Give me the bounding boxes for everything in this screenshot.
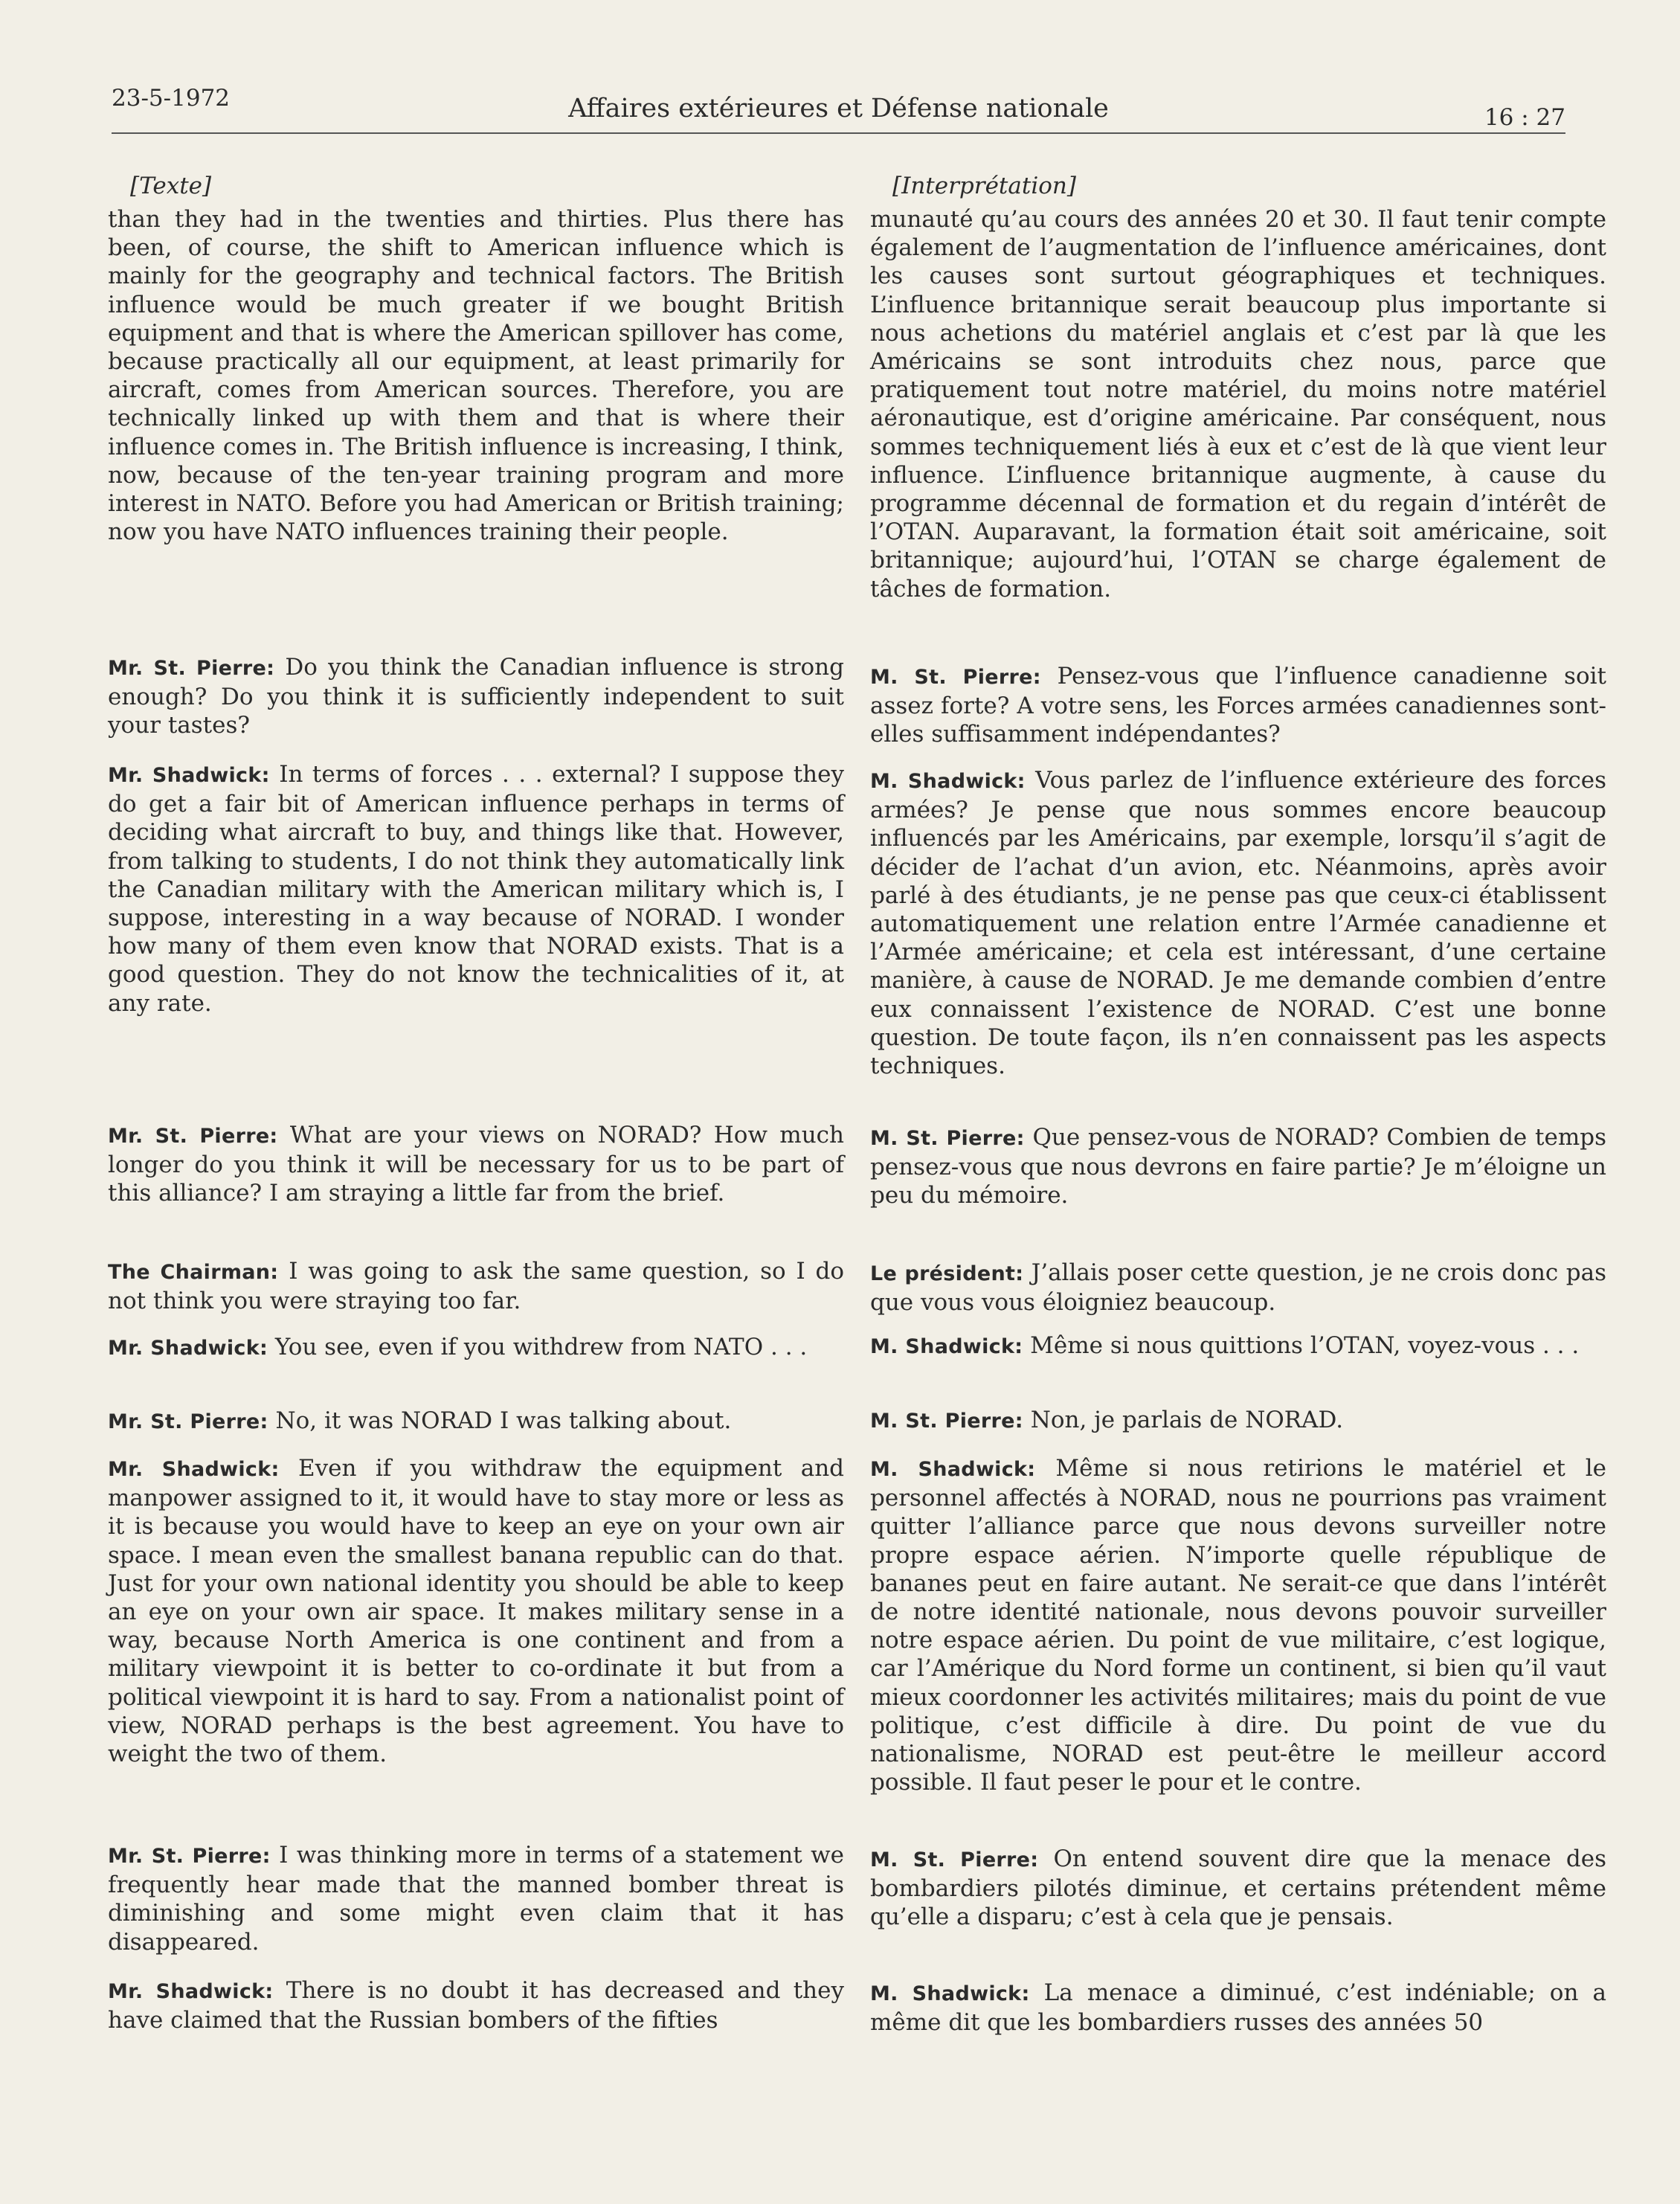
- speech-text: Even if you withdraw the equipment and manpower assigned to it, it would have to stay more or less as it is because you would have to keep an eye on your own air space. I mean even the smallest banana republic can do that. Just for your own national identity you should be able to keep an eye on your own air space. It makes military sense in a way, because North America is one continent and from a military viewpoint it is better to co-ordinate it but from a political viewpoint it is hard to say. From a nationalist point of view, NORAD perhaps is the best agreement. You have to weight the two of them.: [108, 1455, 844, 1768]
- speaker-name: Mr. St. Pierre:: [108, 1410, 268, 1433]
- page-header: [112, 80, 1565, 134]
- speech-text: Non, je parlais de NORAD.: [1030, 1407, 1344, 1433]
- speaker-name: Mr. Shadwick:: [108, 1458, 280, 1481]
- speech-text: I was thinking more in terms of a statement we frequently hear made that the manned bomber threat is diminishing and some might even claim that it has disappeared.: [108, 1842, 844, 1956]
- right-column: [870, 173, 1606, 603]
- paragraph: munauté qu’au cours des années 20 et 30. Il faut tenir compte également de l’augmentation de l’influence américaines, dont les causes sont surtout géographiques et techniques. L’influence britannique serait beaucoup plus importante si nous achetions du matériel anglais et c’est par là que les Américains se sont introduits chez nous, parce que pratiquement tout notre matériel, du moins notre matériel aéronautique, est d’origine américaine. Par conséquent, nous sommes techniquement liés à eux et c’est de là que vient leur influence. L’influence britannique augmente, à cause du programme décennal de formation et du regain d’intérêt de l’OTAN. Auparavant, la formation était soit américaine, soit britannique; aujourd’hui, l’OTAN se charge également de tâches de formation.: [870, 206, 1606, 603]
- speaker-name: M. St. Pierre:: [870, 1848, 1039, 1872]
- speech-text: La menace a diminué, c’est indéniable; on a même dit que les bombardiers russes des années 50: [870, 1979, 1606, 2037]
- speaker-name: Le président:: [870, 1262, 1024, 1285]
- paragraph: than they had in the twenties and thirties. Plus there has been, of course, the shift to American influence which is mainly for the geography and technical factors. The British influence would be much greater if we bought British equipment and that is where the American spillover has come, because practically all our equipment, at least primarily for aircraft, comes from American sources. Therefore, you are technically linked up with them and that is where their influence comes in. The British influence is increasing, I think, now, because of the ten-year training program and more interest in NATO. Before you had American or British training; now you have NATO influences training their people.: [108, 206, 844, 546]
- speech-text: No, it was NORAD I was talking about.: [275, 1407, 732, 1434]
- speaker-name: M. Shadwick:: [870, 770, 1026, 793]
- column-label-texte: [Texte]: [130, 173, 212, 199]
- speech-text: Même si nous retirions le matériel et le personnel affectés à NORAD, nous ne pourrions pas vraiment quitter l’alliance parce que nous devons surveiller notre propre espace aérien. N’importe quelle république de bananes peut en faire autant. Ne serait-ce que dans l’intérêt de notre identité nationale, nous devons pouvoir surveiller notre espace aérien. Du point de vue militaire, c’est logique, car l’Amérique du Nord forme un continent, si bien qu’il vaut mieux coordonner les activités militaires; mais du point de vue politique, c’est difficile à dire. Du point de vue du nationalisme, NORAD est peut-être le meilleur accord possible. Il faut peser le pour et le contre.: [870, 1455, 1606, 1796]
- header-page-number: 16 : 27: [1484, 104, 1565, 131]
- speaker-name: Mr. St. Pierre:: [108, 1845, 271, 1868]
- speech-paragraph: [108, 1454, 844, 1768]
- speaker-name: Mr. Shadwick:: [108, 1980, 274, 2003]
- speech-text: I was going to ask the same question, so I do not think you were straying too far.: [108, 1258, 845, 1315]
- speech-text: Vous parlez de l’influence extérieure des forces armées? Je pense que nous sommes encore beaucoup influencés par les Américains, par exemple, lorsqu’il s’agit de décider de l’achat d’un avion, etc. Néanmoins, après avoir parlé à des étudiants, je ne pense pas que ceux-ci établissent automatiquement une relation entre l’Armée canadienne et l’Armée américaine; et cela est intéressant, d’une certaine manière, à cause de NORAD. Je me demande combien d’entre eux connaissent l’existence de NORAD. C’est une bonne question. De toute façon, ils n’en connaissent pas les aspects techniques.: [870, 767, 1607, 1080]
- header-title: Affaires extérieures et Défense nationale: [568, 94, 1109, 123]
- speech-text: Que pensez-vous de NORAD? Combien de temps pensez-vous que nous devrons en faire partie? Je m’éloigne un peu du mémoire.: [870, 1124, 1606, 1209]
- speech-paragraph: [870, 1331, 1606, 1361]
- speech-paragraph: [108, 653, 844, 740]
- speech-text: In terms of forces . . . external? I suppose they do get a fair bit of American influence perhaps in terms of deciding what aircraft to buy, and things like that. However, from talking to students, I do not think they automatically link the Canadian military with the American military which is, I suppose, interesting in a way because of NORAD. I wonder how many of them even know that NORAD exists. That is a good question. They do not know the technicalities of it, at any rate.: [108, 761, 844, 1017]
- speech-text: What are your views on NORAD? How much longer do you think it will be necessary for us to be part of this alliance? I am straying a little far from the brief.: [108, 1122, 844, 1207]
- speech-paragraph: [108, 1407, 844, 1436]
- speech-paragraph: [108, 1121, 844, 1208]
- speech-paragraph: [870, 1979, 1606, 2037]
- speaker-name: M. St. Pierre:: [870, 1410, 1023, 1433]
- speech-paragraph: [108, 760, 844, 1018]
- speech-paragraph: [870, 1406, 1606, 1436]
- left-column: [108, 173, 844, 546]
- speech-text: There is no doubt it has decreased and they have claimed that the Russian bombers of the fifties: [108, 1977, 845, 2034]
- column-label-interpretation: [Interprétation]: [892, 173, 1076, 199]
- speaker-name: M. St. Pierre:: [870, 666, 1041, 689]
- speech-text: Même si nous quittions l’OTAN, voyez-vous . . .: [1030, 1332, 1580, 1359]
- speech-paragraph: [108, 1841, 844, 1956]
- speech-text: Pensez-vous que l’influence canadienne soit assez forte? A votre sens, les Forces armées canadiennes sont-elles suffisamment indépendantes?: [870, 663, 1606, 748]
- speaker-name: Mr. Shadwick:: [108, 1337, 268, 1360]
- header-date: 23-5-1972: [112, 85, 231, 112]
- speech-paragraph: [108, 1976, 844, 2034]
- speech-text: On entend souvent dire que la menace des bombardiers pilotés diminue, et certains prétendent même qu’elle a disparu; c’est à cela que je pensais.: [870, 1845, 1606, 1931]
- speaker-name: Mr. St. Pierre:: [108, 1125, 278, 1148]
- speech-paragraph: [870, 1259, 1606, 1317]
- speaker-name: M. Shadwick:: [870, 1335, 1023, 1358]
- speech-text: You see, even if you withdrew from NATO . . .: [274, 1334, 808, 1360]
- speech-paragraph: [108, 1333, 844, 1363]
- speaker-name: The Chairman:: [108, 1261, 279, 1284]
- speaker-name: M. Shadwick:: [870, 1458, 1036, 1481]
- speaker-name: Mr. St. Pierre:: [108, 657, 275, 680]
- speaker-name: Mr. Shadwick:: [108, 764, 270, 787]
- speech-paragraph: [870, 1123, 1606, 1210]
- speaker-name: M. St. Pierre:: [870, 1127, 1025, 1150]
- speech-paragraph: [108, 1257, 844, 1315]
- speech-text: J’allais poser cette question, je ne crois donc pas que vous vous éloigniez beaucoup.: [870, 1259, 1606, 1317]
- speaker-name: M. Shadwick:: [870, 1982, 1030, 2005]
- speech-paragraph: [870, 766, 1606, 1080]
- speech-text: Do you think the Canadian influence is strong enough? Do you think it is sufficiently independent to suit your tastes?: [108, 654, 844, 739]
- speech-paragraph: [870, 662, 1606, 749]
- speech-paragraph: [870, 1454, 1606, 1796]
- speech-paragraph: [870, 1845, 1606, 1932]
